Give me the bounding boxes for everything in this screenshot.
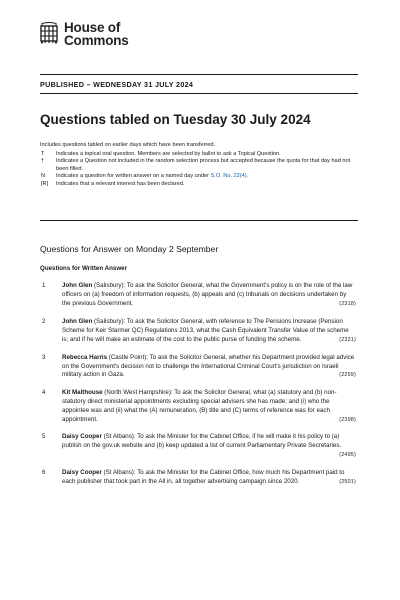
legend (40, 142, 358, 189)
legend-item (40, 151, 358, 159)
question-id: (2259) (339, 372, 356, 379)
question-body (62, 433, 358, 459)
legend-symbol: T (41, 150, 45, 157)
legend-symbol: † (41, 158, 45, 165)
question-text: To ask the Solicitor General, what (a) statutory and (b) non-statutory direct ministerial appointments excluding special advisers she has made; and (i) who the appointee was and (ii) what the (A) remuneration, (B) title and (C) terms of reference was for each appointment. (62, 389, 337, 423)
question-number: 6 (42, 468, 46, 476)
question-item (40, 469, 358, 487)
question-body (62, 282, 358, 308)
member-name: Daisy Cooper (62, 468, 102, 476)
legend-text: Indicates a Question not included in the random selection process but accepted because the quota for that day had not been filled. (56, 158, 351, 172)
legend-text-container (56, 173, 358, 181)
question-number: 3 (42, 353, 46, 361)
logo-line1: House of (64, 20, 121, 35)
logo-wordmark (64, 22, 129, 47)
member-constituency: (North West Hampshire): (102, 389, 175, 397)
portcullis-icon (40, 22, 58, 46)
member-constituency: (St Albans): (101, 468, 138, 476)
legend-item (40, 181, 358, 189)
house-of-commons-logo (40, 22, 129, 47)
question-number: 2 (42, 318, 46, 326)
legend-text: Indicates a topical oral question. Members are selected by ballot to ask a Topical Question. (56, 150, 281, 157)
page-title: Questions tabled on Tuesday 30 July 2024 (40, 112, 311, 127)
question-body (62, 354, 358, 380)
question-item (40, 433, 358, 459)
question-item (40, 318, 358, 344)
question-id: (2501) (339, 478, 356, 485)
legend-item (40, 173, 358, 181)
question-number: 4 (42, 389, 46, 397)
member-name: Kit Malthouse (62, 389, 103, 397)
member-name: Rebecca Harris (62, 353, 108, 361)
question-body (62, 318, 358, 344)
member-constituency: (Salisbury): (92, 318, 127, 326)
questions-list (40, 282, 358, 486)
subheading: Questions for Written Answer (40, 265, 127, 272)
question-body (62, 469, 358, 487)
top-rule (40, 74, 358, 75)
question-item (40, 389, 358, 424)
question-id: (2398) (339, 416, 356, 423)
question-item (40, 354, 358, 380)
question-id: (2495) (339, 451, 356, 458)
question-text: To ask the Solicitor General, whether his Department provided legal advice on the Government's decision not to challenge the International Criminal Court's jurisdiction on Israeli military action in Gaza. (62, 353, 355, 379)
question-text: To ask the Minister for the Cabinet Office, how much his Department paid to each publisher that took part in the All in, all together advertising campaign since 2020. (62, 468, 345, 485)
legend-rule (40, 220, 358, 221)
question-id: (2318) (339, 300, 356, 307)
member-name: John Glen (62, 318, 93, 326)
published-rule (40, 93, 358, 94)
member-name: Daisy Cooper (62, 433, 102, 441)
question-id: (2321) (339, 336, 356, 343)
member-name: John Glen (62, 282, 93, 289)
question-text: To ask the Solicitor General, with reference to The Pensions Increase (Pension Scheme for Keir Starmer QC) Regulations 2013, what the Cash Equivalent Transfer Value of the scheme is; and if he will make an estimate of the cost to the public purse of funding the scheme. (62, 318, 349, 343)
question-number: 1 (42, 282, 46, 289)
standing-order-link[interactable]: S.O. No. 22(4) (210, 173, 247, 180)
legend-intro: Includes questions tabled on earlier days which have been transferred. (40, 142, 216, 148)
question-text: To ask the Solicitor General, what the Government's policy is on the role of the law officers on (a) freedom of information requests, (b) appeals and (c) tribunals on decisions undertaken by the previous Government. (62, 282, 353, 307)
legend-text: Indicates that a relevant interest has been declared. (56, 180, 185, 187)
question-text: To ask the Minister for the Cabinet Office, if he will make it his policy to (a) publish on the gov.uk website and (b) keep updated a list of current Parliamentary Private Secretaries. (62, 433, 342, 450)
question-item (40, 282, 358, 308)
legend-text: Indicates a question for written answer on a named day under (56, 173, 211, 180)
member-constituency: (Salisbury): (92, 282, 127, 289)
section-heading: Questions for Answer on Monday 2 September (40, 244, 219, 254)
member-constituency: (Castle Point): (107, 353, 150, 361)
legend-item (40, 158, 358, 173)
legend-text-after: . (246, 173, 249, 180)
member-constituency: (St Albans): (101, 433, 138, 441)
legend-symbol: [R] (41, 180, 49, 187)
question-number: 5 (42, 433, 46, 441)
legend-symbol: N (41, 173, 46, 180)
question-body (62, 389, 358, 424)
published-date: PUBLISHED – WEDNESDAY 31 JULY 2024 (40, 80, 194, 89)
logo-line2: Commons (64, 32, 129, 48)
